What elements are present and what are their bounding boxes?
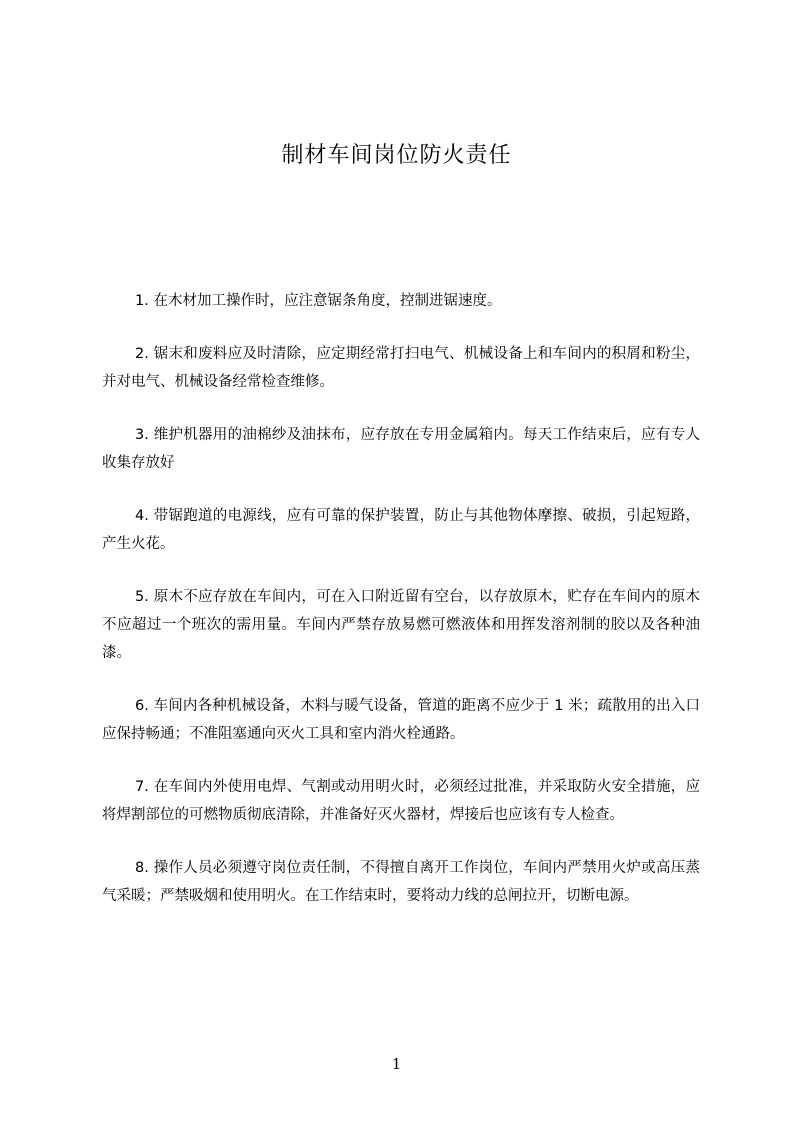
document-title: 制材车间岗位防火责任 [281,143,512,168]
paragraph-5: 5. 原木不应存放在车间内，可在入口附近留有空台，以存放原木，贮存在车间内的原木不应超过一个班次的需用量。车间内严禁存放易燃可燃液体和用挥发溶剂制的胶以及各种油漆。 [102,589,700,661]
paragraph-6: 6. 车间内各种机械设备，木料与暖气设备，管道的距离不应少于 1 米；疏散用的出入口应保持畅通；不准阻塞通向灭火工具和室内消火栓通路。 [102,698,700,742]
paragraph-4: 4. 带锯跑道的电源线，应有可靠的保护装置，防止与其他物体摩擦、破损，引起短路，产生火花。 [102,508,700,552]
paragraph-1: 1. 在木材加工操作时，应注意锯条角度，控制进锯速度。 [135,293,502,309]
paragraph-7: 7. 在车间内外使用电焊、气割或动用明火时，必须经过批准，并采取防火安全措施，应将焊割部位的可燃物质彻底清除，并准备好灭火器材，焊接后也应该有专人检查。 [102,779,700,823]
document-body [102,287,700,935]
paragraph-3: 3. 维护机器用的油棉纱及油抹布，应存放在专用金属箱内。每天工作结束后，应有专人收集存放好 [102,427,700,471]
page-number: 1 [391,1055,402,1073]
paragraph-8: 8. 操作人员必须遵守岗位责任制，不得擅自离开工作岗位，车间内严禁用火炉或高压蒸气采暖；严禁吸烟和使用明火。在工作结束时，要将动力线的总闸拉开，切断电源。 [102,860,700,904]
paragraph-2: 2. 锯末和废料应及时清除，应定期经常打扫电气、机械设备上和车间内的积屑和粉尘，并对电气、机械设备经常检查维修。 [102,346,700,390]
